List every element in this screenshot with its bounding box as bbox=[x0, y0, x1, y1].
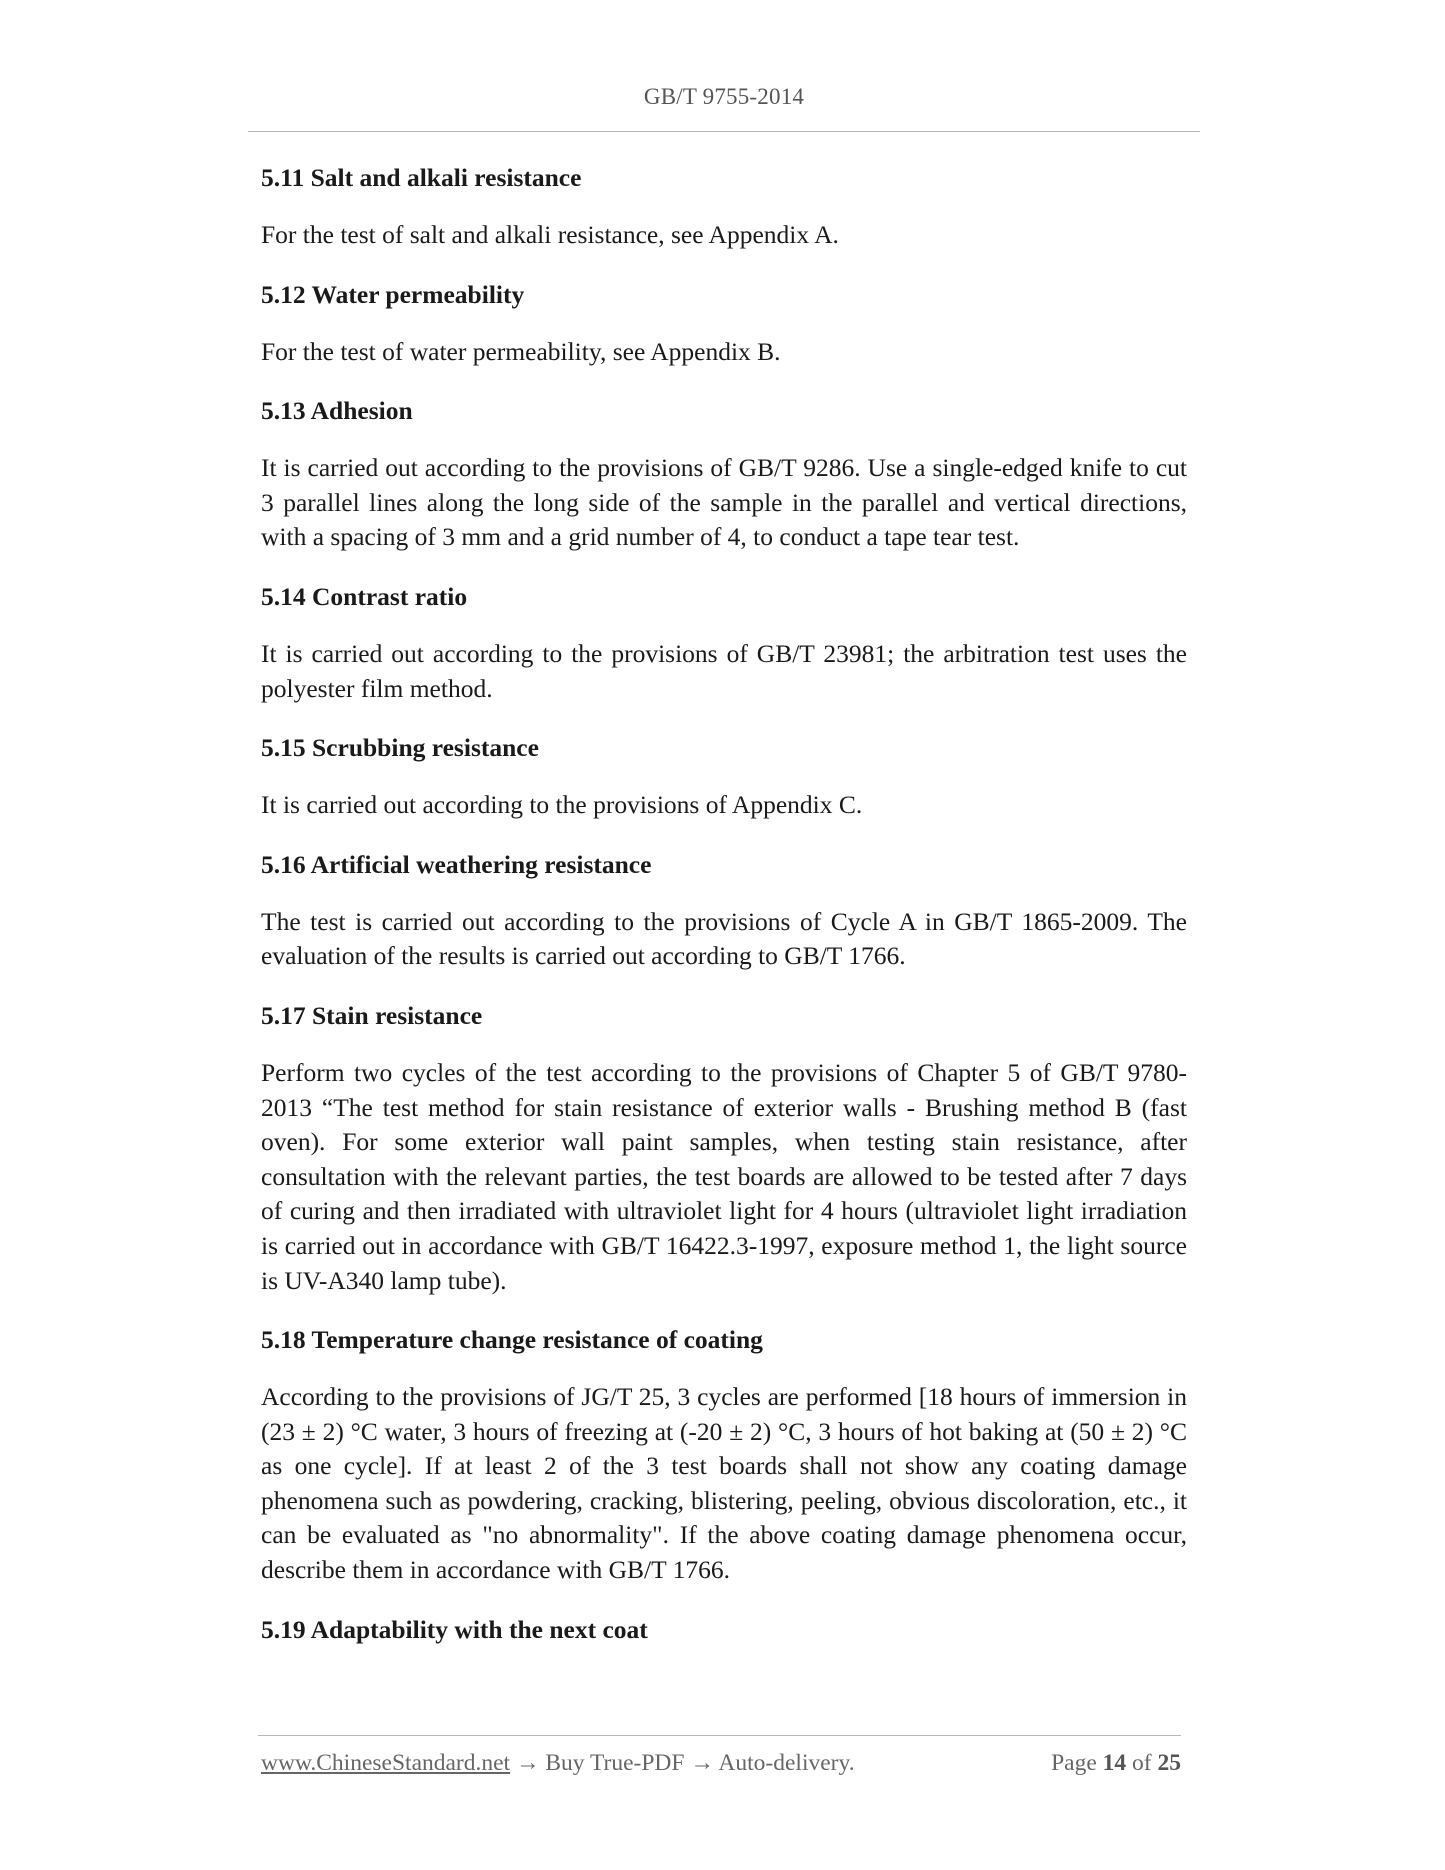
section-heading: 5.16 Artificial weathering resistance bbox=[261, 849, 652, 879]
page-label: Page bbox=[1051, 1750, 1097, 1776]
section-paragraph: The test is carried out according to the provisions of Cycle A in GB/T 1865-2009. The evaluation of the results is carried out according to GB/T 1766. bbox=[261, 906, 1187, 971]
arrow-right-icon: → bbox=[515, 1750, 540, 1776]
section-heading: 5.14 Contrast ratio bbox=[261, 581, 468, 611]
of-label: of bbox=[1132, 1750, 1152, 1776]
section-5-19 bbox=[261, 1612, 1187, 1647]
section-paragraph: It is carried out according to the provisions of Appendix C. bbox=[261, 790, 863, 820]
document-body bbox=[261, 160, 1187, 1670]
section-paragraph: For the test of salt and alkali resistance, see Appendix A. bbox=[261, 220, 839, 249]
footer-divider bbox=[258, 1735, 1181, 1736]
page-total: 25 bbox=[1157, 1750, 1181, 1776]
section-heading: 5.11 Salt and alkali resistance bbox=[261, 163, 582, 192]
header-divider bbox=[248, 131, 1200, 132]
section-heading: 5.18 Temperature change resistance of coating bbox=[261, 1325, 763, 1355]
section-5-13 bbox=[261, 393, 1187, 555]
section-heading: 5.13 Adhesion bbox=[261, 396, 413, 426]
section-paragraph: According to the provisions of JG/T 25, 3 cycles are performed [18 hours of immersion in (23 ± 2) °C water, 3 hours of freezing at (-20 ± 2) °C, 3 hours of hot baking at (50 ± 2) °C as one cycle]. If at least 2 of the 3 test boards shall not show any coating damage phenomena such as powdering, cracking, blistering, peeling, obvious discoloration, etc., it can be evaluated as "no abnormality". If the above coating damage phenomena occur, describe them in accordance with GB/T 1766. bbox=[261, 1382, 1187, 1585]
section-paragraph: Perform two cycles of the test according to the provisions of Chapter 5 of GB/T 9780-2013 “The test method for stain resistance of exterior walls - Brushing method B (fast oven). For some exterior wall paint samples, when testing stain resistance, after consultation with the relevant parties, the test boards are allowed to be tested after 7 days of curing and then irradiated with ultraviolet light for 4 hours (ultraviolet light irradiation is carried out in accordance with GB/T 16422.3-1997, exposure method 1, the light source is UV-A340 lamp tube). bbox=[261, 1057, 1187, 1295]
section-5-16 bbox=[261, 847, 1187, 974]
section-heading: 5.12 Water permeability bbox=[261, 279, 525, 309]
page-counter bbox=[1051, 1750, 1181, 1777]
arrow-right-icon: → bbox=[690, 1750, 714, 1776]
section-heading: 5.15 Scrubbing resistance bbox=[261, 733, 539, 763]
section-5-14 bbox=[261, 579, 1187, 706]
site-link[interactable]: www.ChineseStandard.net bbox=[261, 1750, 511, 1776]
section-5-18 bbox=[261, 1322, 1187, 1588]
section-paragraph: It is carried out according to the provisions of GB/T 9286. Use a single-edged knife to cut 3 parallel lines along the long side of the sample in the parallel and vertical directions, with a spacing of 3 mm and a grid number of 4, to conduct a tape tear test. bbox=[261, 453, 1187, 552]
section-paragraph: For the test of water permeability, see Appendix B. bbox=[261, 336, 781, 366]
section-5-17 bbox=[261, 998, 1187, 1298]
page-header-doc-id: GB/T 9755-2014 bbox=[643, 84, 805, 109]
section-heading: 5.17 Stain resistance bbox=[261, 1000, 483, 1030]
footer-promo bbox=[261, 1750, 855, 1777]
section-heading: 5.19 Adaptability with the next coat bbox=[261, 1614, 648, 1644]
section-paragraph: It is carried out according to the provisions of GB/T 23981; the arbitration test uses the polyester film method. bbox=[261, 638, 1187, 703]
buy-pdf-text: Buy True-PDF bbox=[545, 1750, 685, 1776]
section-5-15 bbox=[261, 730, 1187, 823]
auto-delivery-text: Auto-delivery. bbox=[718, 1750, 855, 1776]
section-5-12 bbox=[261, 277, 1187, 370]
section-5-11 bbox=[261, 160, 1187, 253]
page-current: 14 bbox=[1102, 1750, 1127, 1776]
